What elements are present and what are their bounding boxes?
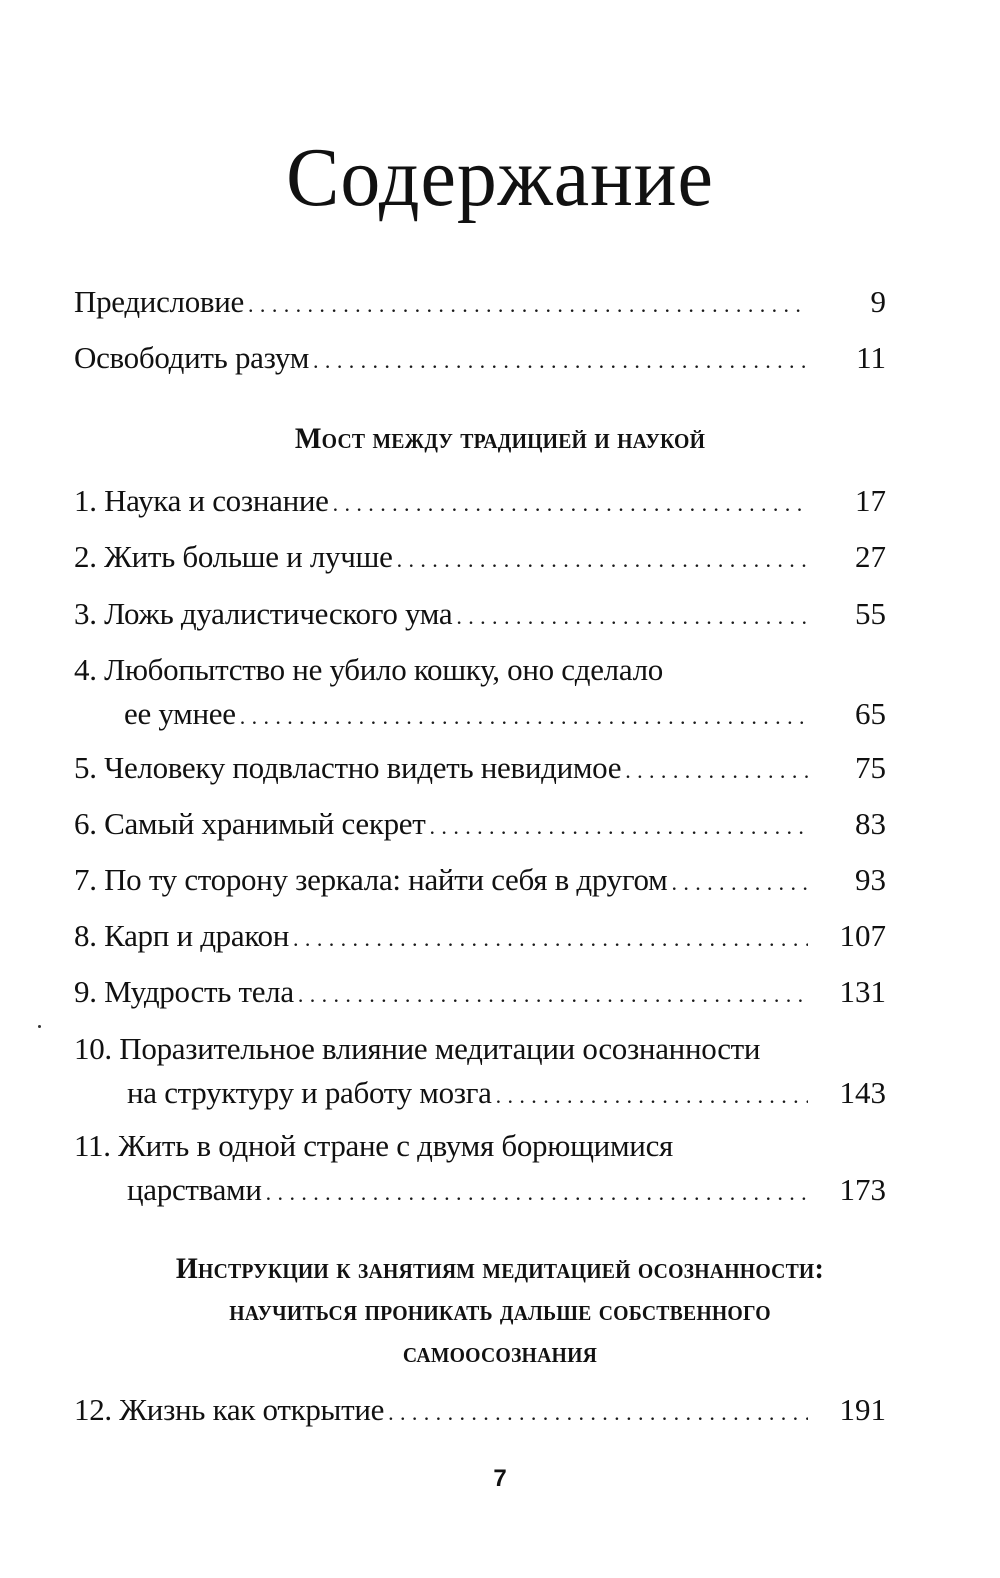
entry-page-number: 55: [855, 596, 886, 631]
toc-entry: [74, 918, 886, 954]
toc-entry: [74, 1392, 886, 1428]
dot-leader: [298, 977, 808, 1013]
page-number: 7: [493, 1465, 507, 1492]
entry-page-number: 9: [870, 284, 886, 319]
entry-title: 8. Карп и дракон: [74, 918, 290, 953]
entry-title: Освободить разум: [74, 340, 310, 375]
dot-leader: [496, 1078, 808, 1114]
entry-title: 10. Поразительное влияние медитации осознанности: [74, 1031, 761, 1066]
dot-leader: [293, 921, 808, 957]
section-heading-line: научиться проникать дальше собственного: [229, 1294, 771, 1327]
toc-entry: [74, 750, 886, 786]
dot-leader: [240, 699, 808, 735]
entry-page-number: 107: [839, 918, 886, 953]
entry-title-continued: ее умнее: [124, 696, 236, 731]
dot-leader: [456, 599, 808, 635]
entry-page-number: 93: [855, 862, 886, 897]
dot-leader: [397, 542, 808, 578]
entry-page-number: 11: [856, 340, 886, 375]
section-heading-line: Мост между традицией и наукой: [294, 422, 706, 455]
dot-leader: [671, 865, 808, 901]
entry-title: 2. Жить больше и лучше: [74, 539, 393, 574]
dot-leader: [248, 287, 808, 323]
section-heading: [30, 420, 970, 458]
toc-entry-free-mind: [74, 340, 886, 376]
entry-page-number: 191: [839, 1392, 886, 1427]
toc-entry: [74, 974, 886, 1010]
toc-entry: [74, 483, 886, 519]
entry-page-number: 27: [855, 539, 886, 574]
entry-title: Предисловие: [74, 284, 245, 319]
section-heading: [30, 1250, 970, 1372]
entry-page-number: 143: [839, 1075, 886, 1110]
entry-title: 1. Наука и сознание: [74, 483, 329, 518]
entry-title-continued: царствами: [127, 1172, 262, 1207]
entry-title: 11. Жить в одной стране с двумя борющимися: [74, 1128, 673, 1163]
entry-title: 4. Любопытство не убило кошку, оно сделало: [74, 652, 663, 687]
entry-title-continued: на структуру и работу мозга: [127, 1075, 492, 1110]
entry-title: 12. Жизнь как открытие: [74, 1392, 385, 1427]
entry-title: 7. По ту сторону зеркала: найти себя в другом: [74, 862, 668, 897]
toc-entry: [74, 652, 886, 732]
dot-leader: [430, 809, 808, 845]
entry-page-number: 75: [855, 750, 886, 785]
section-heading-line: Инструкции к занятиям медитацией осознанности:: [175, 1252, 825, 1285]
page-title: Содержание: [286, 131, 714, 224]
dot-leader: [625, 753, 808, 789]
entry-page-number: 83: [855, 806, 886, 841]
entry-page-number: 65: [855, 696, 886, 731]
toc-entry: [74, 1031, 886, 1111]
entry-title: 5. Человеку подвластно видеть невидимое: [74, 750, 622, 785]
section-heading-line: самоосознания: [402, 1336, 598, 1369]
toc-entry: [74, 806, 886, 842]
dot-leader: [266, 1175, 808, 1211]
entry-page-number: 17: [855, 483, 886, 518]
entry-title: 9. Мудрость тела: [74, 974, 294, 1009]
toc-entry: [74, 596, 886, 632]
scan-speck: [38, 1025, 41, 1028]
dot-leader: [313, 343, 808, 379]
entry-page-number: 173: [839, 1172, 886, 1207]
toc-entry: [74, 539, 886, 575]
dot-leader: [333, 486, 808, 522]
toc-entry: [74, 1128, 886, 1208]
dot-leader: [388, 1395, 808, 1431]
entry-page-number: 131: [839, 974, 886, 1009]
toc-entry-preface: [74, 284, 886, 320]
entry-title: 6. Самый хранимый секрет: [74, 806, 426, 841]
entry-title: 3. Ложь дуалистического ума: [74, 596, 453, 631]
toc-entry: [74, 862, 886, 898]
